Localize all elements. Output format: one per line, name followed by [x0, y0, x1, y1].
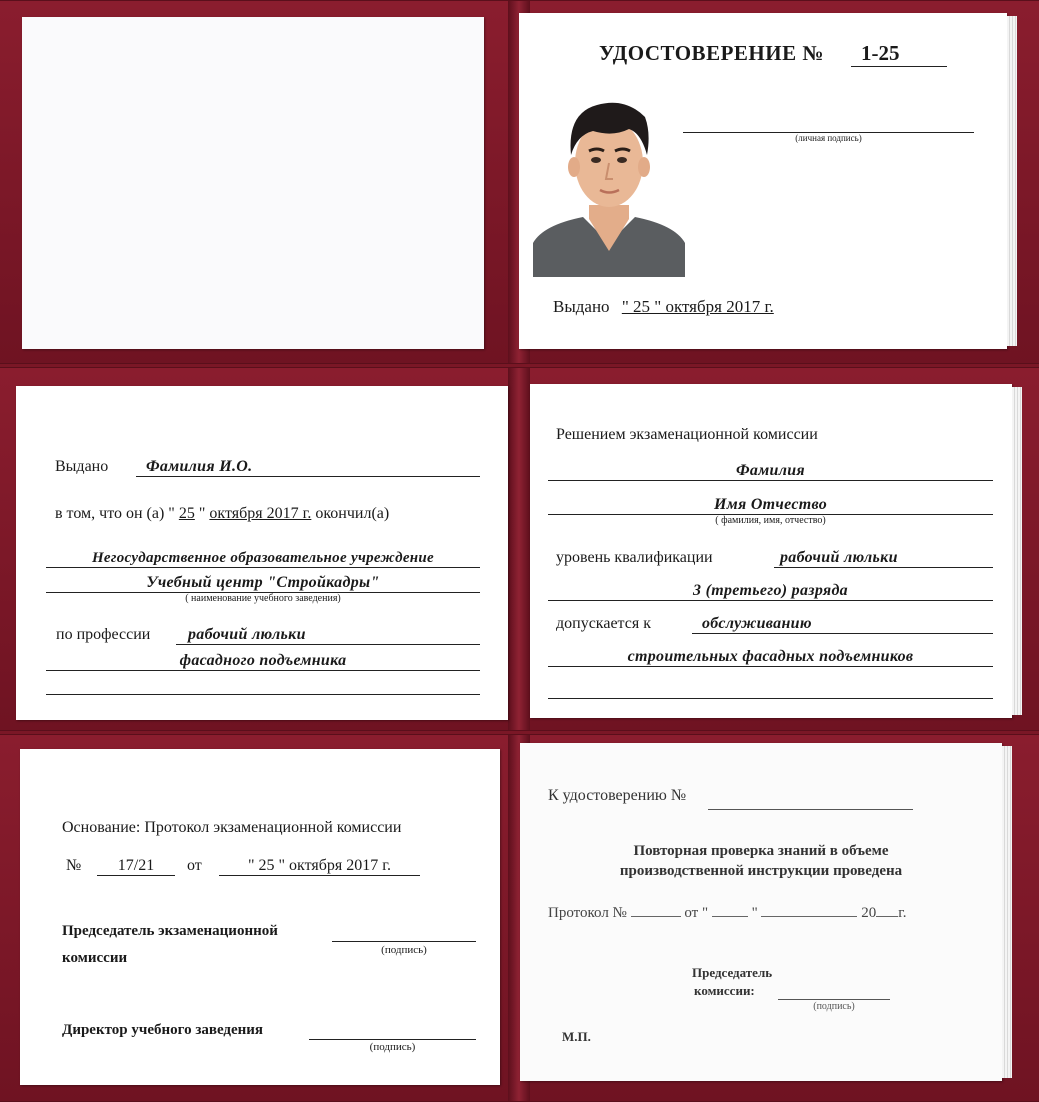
spine	[508, 368, 530, 730]
personal-signature-caption: (личная подпись)	[795, 133, 862, 143]
chairman-label-2: комиссии	[62, 950, 128, 966]
recheck-protocol-row: Протокол № от " " 20 г.	[548, 905, 907, 921]
issued-label: Выдано	[55, 458, 109, 475]
director-sign-caption: (подпись)	[369, 1041, 416, 1053]
decision-label: Решением экзаменационной комиссии	[556, 426, 818, 443]
stamp-label: М.П.	[562, 1029, 591, 1044]
chairman-sign-caption: (подпись)	[381, 944, 427, 956]
title-prefix: УДОСТОВЕРЕНИЕ №	[599, 41, 824, 65]
chairman-label-1: Председатель экзаменационной	[62, 923, 278, 939]
fio-caption: ( фамилия, имя, отчество)	[715, 515, 826, 526]
blank-left-page	[22, 17, 484, 349]
completion-month-year: октября 2017 г.	[209, 505, 312, 522]
booklet-spread-1	[0, 0, 1039, 364]
qualification-label: уровень квалификации	[556, 549, 713, 566]
protocol-label: Протокол №	[548, 905, 627, 921]
qualification-line-2: 3 (третьего) разряда	[548, 582, 993, 601]
holder-name: Фамилия И.О.	[136, 458, 480, 477]
recheck-line-1: Повторная проверка знаний в объеме	[633, 843, 889, 859]
holder-name-patronymic: Имя Отчество	[548, 496, 993, 515]
no-label: №	[66, 857, 82, 874]
personal-signature-line	[683, 117, 974, 133]
protocol-left-page	[20, 749, 500, 1085]
holder-surname: Фамилия	[548, 462, 993, 481]
basis-text: Основание: Протокол экзаменационной комиссии	[62, 819, 402, 836]
institution-line-1: Негосударственное образовательное учреждение	[46, 550, 480, 568]
issued-row	[553, 297, 774, 317]
institution-line-2: Учебный центр "Стройкадры"	[46, 574, 480, 593]
to-certificate-line	[708, 795, 913, 810]
profession-line-2: фасадного подъемника	[46, 652, 480, 671]
admitted-line-1: обслуживанию	[692, 615, 993, 634]
admitted-label: допускается к	[556, 615, 651, 632]
protocol-date: " 25 " октября 2017 г.	[219, 857, 420, 876]
admitted-line-3	[548, 680, 993, 699]
to-certificate-label: К удостоверению №	[548, 787, 687, 804]
completion-day: 25	[178, 505, 195, 522]
certificate-number: 1-25	[851, 41, 947, 67]
diploma-left-page	[16, 386, 508, 720]
recheck-chair-sign-line	[778, 987, 890, 1000]
issued-label: Выдано	[553, 297, 610, 316]
chairman-signature-line	[332, 925, 476, 942]
profession-line-1: рабочий люльки	[176, 626, 480, 645]
recheck-chair-sign-caption: (подпись)	[813, 1001, 855, 1012]
profession-line-3	[46, 676, 480, 695]
cover-right-page	[519, 13, 1007, 349]
director-label: Директор учебного заведения	[62, 1022, 264, 1038]
issued-date: " 25 " октября 2017 г.	[621, 297, 774, 316]
booklet-spread-2	[0, 367, 1039, 731]
certificate-title	[599, 41, 824, 66]
recheck-chair-label-2: комиссии:	[694, 983, 755, 998]
protocol-number: 17/21	[97, 857, 175, 876]
admitted-line-2: строительных фасадных подъемников	[548, 648, 993, 667]
profession-label: по профессии	[56, 626, 151, 643]
recheck-line-2: производственной инструкции проведена	[619, 863, 903, 879]
from-label: от	[187, 857, 202, 874]
recheck-chair-label-1: Председатель	[692, 965, 773, 980]
recheck-right-page	[520, 743, 1002, 1081]
booklet-spread-3	[0, 734, 1039, 1102]
diploma-right-page	[530, 384, 1012, 718]
director-signature-line	[309, 1023, 476, 1040]
portrait-photo	[533, 93, 685, 277]
qualification-line-1: рабочий люльки	[774, 549, 993, 568]
completion-statement: в том, что он (а) " 25 " октября 2017 г. окончил(а)	[55, 505, 390, 522]
institution-caption: ( наименование учебного заведения)	[185, 593, 341, 604]
